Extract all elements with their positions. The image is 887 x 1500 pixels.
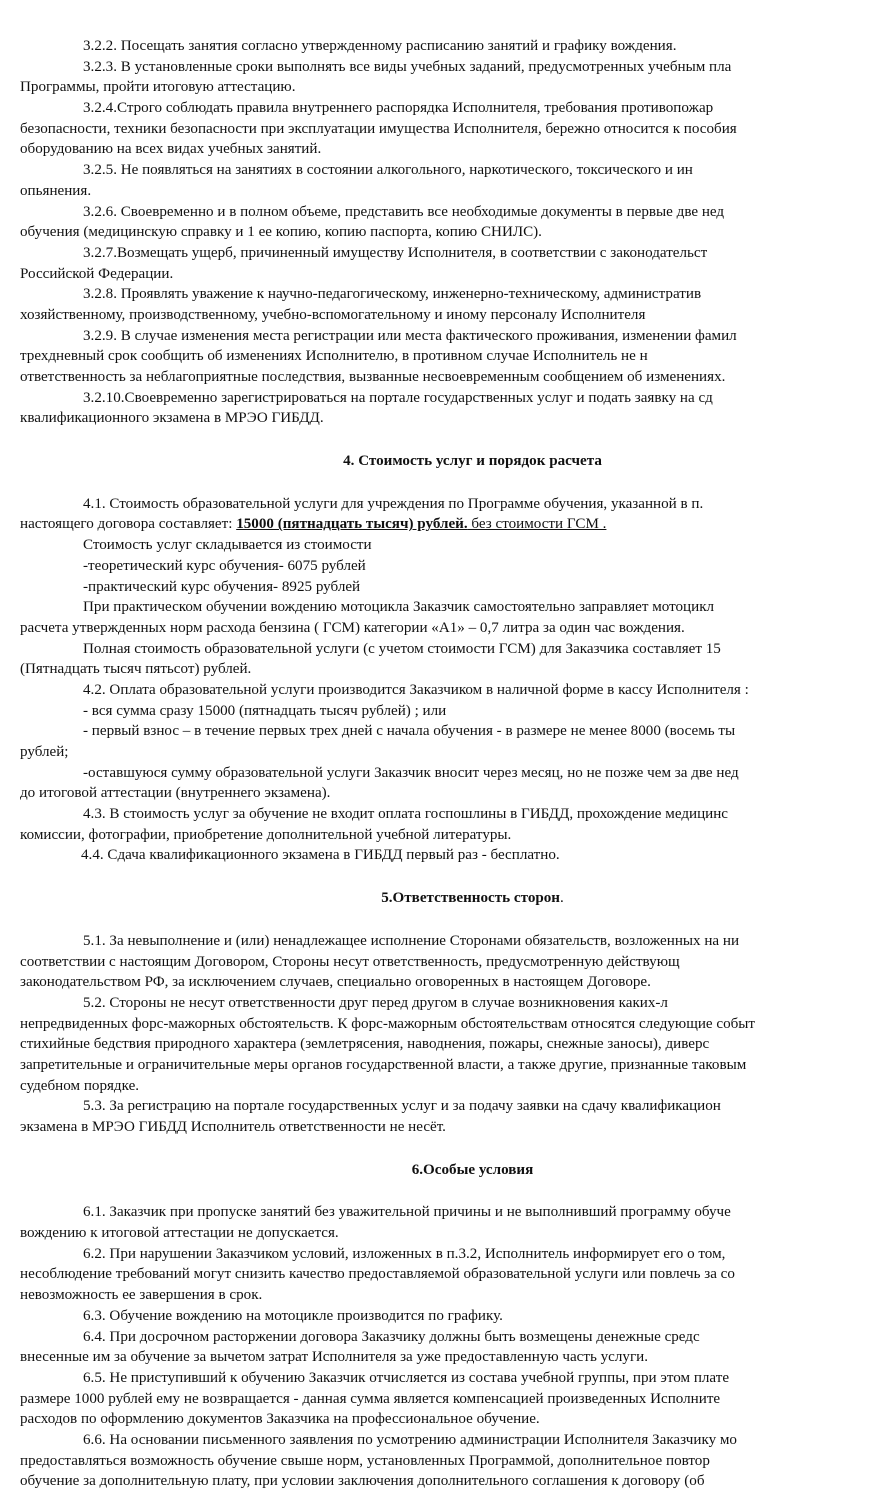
paragraph-3-2-10-line2: квалификационного экзамена в МРЭО ГИБДД. (20, 410, 324, 427)
spacer (20, 866, 887, 888)
price-amount: 15000 (пятнадцать тысяч) рублей. (236, 516, 468, 533)
paragraph-6-1-line2: вождению к итоговой аттестации не допускается. (20, 1225, 339, 1242)
price-note: без стоимости ГСМ . (467, 516, 607, 533)
spacer (20, 1180, 887, 1202)
paragraph-4-2-line1: 4.2. Оплата образовательной услуги производится Заказчиком в наличной форме в кассу Исполнителя : (83, 681, 749, 698)
paragraph-6-4-line1: 6.4. При досрочном расторжении договора Заказчику должны быть возмещены денежные средс (83, 1328, 700, 1345)
paragraph-3-2-3-line2: Программы, пройти итоговую аттестацию. (20, 79, 296, 96)
paragraph-5-2-line4: запретительные и ограничительные меры органов государственной власти, а также другие, признанные таковым (20, 1056, 747, 1073)
paragraph-3-2-7-line2: Российской Федерации. (20, 265, 174, 282)
paragraph-5-3-line2: экзамена в МРЭО ГИБДД Исполнитель ответственности не несёт. (20, 1119, 446, 1135)
paragraph-3-2-6-line1: 3.2.6. Своевременно и в полном объеме, представить все необходимые документы в первые две нед (83, 203, 725, 220)
section-5-title-dot: . (560, 890, 564, 907)
paragraph-6-5-line3: расходов по оформлению документов Заказчика на профессиональное обучение. (20, 1411, 540, 1428)
section-5-title: 5.Ответственность сторон (381, 890, 560, 907)
paragraph-3-2-8-line1: 3.2.8. Проявлять уважение к научно-педагогическому, инженерно-техническому, административ (83, 286, 702, 303)
paragraph-6-2-line2: несоблюдение требований могут снизить качество предоставляемой образовательной услуги или повлечь за со (20, 1266, 735, 1283)
paragraph-5-1-line3: законодательством РФ, за исключением случаев, специально оговоренных в настоящем Договоре. (20, 974, 651, 991)
paragraph-5-3-line1: 5.3. За регистрацию на портале государственных услуг и за подачу заявки на сдачу квалификацион (83, 1098, 721, 1115)
paragraph-4-3-line1: 4.3. В стоимость услуг за обучение не входит оплата госпошлины в ГИБДД, прохождение медицинс (83, 806, 729, 823)
paragraph-6-6-line1: 6.6. На основании письменного заявления по усмотрению администрации Исполнителя Заказчику мо (83, 1431, 737, 1448)
spacer (20, 1138, 887, 1160)
paragraph-3-2-6-line2: обучения (медицинскую справку и 1 ее копию, копию паспорта, копию СНИЛС). (20, 224, 542, 241)
paragraph-3-2-9-line2: трехдневный срок сообщить об изменениях Исполнителю, в противном случае Исполнитель не н (20, 348, 648, 365)
paragraph-4-1-line3: Стоимость услуг складывается из стоимости (83, 537, 372, 554)
paragraph-3-2-5-line2: опьянения. (20, 182, 92, 199)
paragraph-4-1-line1: 4.1. Стоимость образовательной услуги для учреждения по Программе обучения, указанной в п. (83, 495, 704, 512)
paragraph-4-1-line6: При практическом обучении вождению мотоцикла Заказчик самостоятельно заправляет мотоцикл (83, 599, 715, 616)
paragraph-5-1-line1: 5.1. За невыполнение и (или) ненадлежащее исполнение Сторонами обязательств, возложенных на ни (83, 932, 740, 949)
paragraph-4-1-line9: (Пятнадцать тысяч пятьсот) рублей. (20, 661, 252, 678)
price-intro: настоящего договора составляет: (20, 516, 237, 533)
paragraph-5-2-line3: стихийные бедствия природного характера (землетрясения, наводнения, пожары, снежные заносы), диверс (20, 1036, 710, 1053)
paragraph-4-4: 4.4. Сдача квалификационного экзамена в ГИБДД первый раз - бесплатно. (81, 847, 560, 864)
paragraph-4-3-line2: комиссии, фотографии, приобретение дополнительной учебной литературы. (20, 826, 512, 843)
paragraph-4-1-line5: -практический курс обучения- 8925 рублей (83, 578, 361, 595)
section-4-heading: 4. Стоимость услуг и порядок расчета (343, 453, 602, 470)
paragraph-4-1-line4: -теоретический курс обучения- 6075 рублей (83, 557, 366, 574)
paragraph-4-2-line4: рублей; (20, 744, 69, 760)
paragraph-4-2-line3: - первый взнос – в течение первых трех дней с начала обучения - в размере не менее 8000 (восемь ты (83, 723, 736, 740)
document-body (20, 36, 887, 1492)
paragraph-5-2-line1: 5.2. Стороны не несут ответственности друг перед другом в случае возникновения каких-л (83, 994, 668, 1011)
paragraph-3-2-7-line1: 3.2.7.Возмещать ущерб, причиненный имуществу Исполнителя, в соответствии с законодательст (83, 244, 708, 261)
section-6-heading: 6.Особые условия (411, 1161, 534, 1178)
paragraph-6-5-line1: 6.5. Не приступивший к обучению Заказчик отчисляется из состава учебной группы, при этом плате (83, 1369, 730, 1386)
paragraph-6-2-line3: невозможность ее завершения в срок. (20, 1287, 263, 1304)
paragraph-3-2-4-line1: 3.2.4.Строго соблюдать правила внутреннего распорядка Исполнителя, требования противопожар (83, 100, 714, 117)
paragraph-3-2-4-line3: оборудованию на всех видах учебных занятий. (20, 141, 322, 158)
paragraph-6-1-line1: 6.1. Заказчик при пропуске занятий без уважительной причины и не выполнивший программу обуче (83, 1204, 731, 1221)
paragraph-4-1-line8: Полная стоимость образовательной услуги (с учетом стоимости ГСМ) для Заказчика составляет 15 (83, 640, 721, 657)
spacer (20, 472, 887, 494)
section-5-heading (20, 888, 887, 909)
paragraph-3-2-4-line2: безопасности, техники безопасности при эксплуатации имущества Исполнителя, бережно относится к пособия (20, 120, 737, 137)
paragraph-5-1-line2: соответствии с настоящим Договором, Стороны несут ответственность, предусмотренную действующ (20, 953, 680, 970)
spacer (20, 429, 887, 451)
paragraph-6-4-line2: внесенные им за обучение за вычетом затрат Исполнителя за уже предоставленную часть услуги. (20, 1349, 649, 1366)
paragraph-4-1-line2 (20, 514, 887, 535)
paragraph-5-2-line2: непредвиденных форс-мажорных обстоятельств. К форс-мажорным обстоятельствам относятся следующие событ (20, 1015, 756, 1032)
paragraph-6-6-line3: обучение за дополнительную плату, при условии заключения дополнительного соглашения к договору (об (20, 1473, 705, 1490)
paragraph-5-2-line5: судебном порядке. (20, 1077, 140, 1094)
paragraph-4-2-line6: до итоговой аттестации (внутреннего экзамена). (20, 785, 331, 802)
paragraph-3-2-8-line2: хозяйственному, производственному, учебно-вспомогательному и иному персоналу Исполнителя (20, 306, 646, 323)
paragraph-3-2-9-line3: ответственность за неблагоприятные последствия, вызванные несвоевременным сообщением об изменениях. (20, 369, 726, 385)
paragraph-4-2-line5: -оставшуюся сумму образовательной услуги Заказчик вносит через месяц, но не позже чем за две нед (83, 764, 739, 781)
paragraph-3-2-10-line1: 3.2.10.Своевременно зарегистрироваться на портале государственных услуг и подать заявку на сд (83, 389, 713, 406)
spacer (20, 909, 887, 931)
paragraph-3-2-3-line1: 3.2.3. В установленные сроки выполнять все виды учебных заданий, предусмотренных учебным пла (83, 58, 732, 75)
paragraph-6-2-line1: 6.2. При нарушении Заказчиком условий, изложенных в п.3.2, Исполнитель информирует его о том, (83, 1245, 726, 1262)
paragraph-4-2-line2: - вся сумма сразу 15000 (пятнадцать тысяч рублей) ; или (83, 702, 447, 719)
paragraph-3-2-9-line1: 3.2.9. В случае изменения места регистрации или места фактического проживания, изменении фамил (83, 327, 737, 344)
paragraph-6-5-line2: размере 1000 рублей ему не возвращается - данная сумма является компенсацией произведенных Исполните (20, 1390, 721, 1407)
paragraph-3-2-5-line1: 3.2.5. Не появляться на занятиях в состоянии алкогольного, наркотического, токсического и ин (83, 162, 693, 179)
paragraph-6-3: 6.3. Обучение вождению на мотоцикле производится по графику. (83, 1307, 503, 1324)
paragraph-6-6-line2: предоставляться возможность обучение свыше норм, установленных Программой, дополнительное повтор (20, 1452, 710, 1469)
paragraph-3-2-2: 3.2.2. Посещать занятия согласно утвержденному расписанию занятий и графику вождения. (83, 38, 677, 54)
paragraph-4-1-line7: расчета утвержденных норм расхода бензина ( ГСМ) категории «А1» – 0,7 литра за один час вождения. (20, 619, 685, 636)
